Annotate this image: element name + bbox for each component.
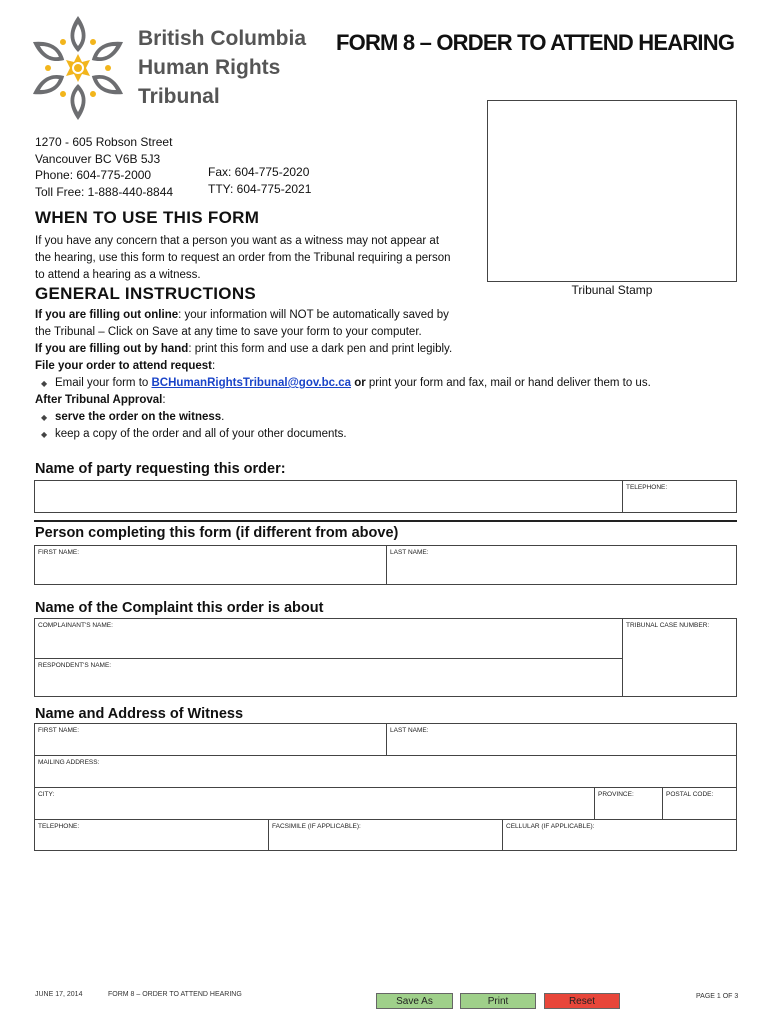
footer-date: JUNE 17, 2014 bbox=[35, 991, 83, 998]
witness-city-input[interactable] bbox=[35, 788, 595, 820]
witness-box bbox=[34, 723, 737, 851]
completer-last-label: LAST NAME: bbox=[390, 549, 429, 556]
online-bold: If you are filling out online bbox=[35, 309, 179, 321]
witness-last-name-input[interactable] bbox=[387, 724, 736, 756]
phone: Phone: 604-775-2000 bbox=[35, 168, 152, 182]
witness-cellular-input[interactable] bbox=[503, 820, 736, 850]
org-name-line2: Human Rights bbox=[138, 56, 281, 79]
footer-page-number: PAGE 1 OF 3 bbox=[696, 993, 739, 1000]
serve-dot: . bbox=[221, 411, 225, 423]
case-number-input[interactable] bbox=[623, 619, 736, 696]
when-text bbox=[35, 233, 451, 284]
bullet-icon: ◆ bbox=[41, 430, 48, 439]
address-line2: Vancouver BC V6B 5J3 bbox=[35, 151, 161, 166]
witness-province-label: PROVINCE: bbox=[598, 791, 634, 798]
tribunal-stamp-box bbox=[487, 100, 737, 282]
toll-free: Toll Free: 1-888-440-8844 bbox=[35, 184, 174, 199]
org-name-line3: Tribunal bbox=[138, 85, 220, 108]
fax: Fax: 604-775-2020 bbox=[208, 165, 310, 179]
when-line3: to attend a hearing as a witness. bbox=[35, 269, 201, 281]
when-line1: If you have any concern that a person you want as a witness may not appear at bbox=[35, 235, 440, 247]
completer-box bbox=[34, 545, 737, 585]
witness-city-label: CITY: bbox=[38, 791, 55, 798]
file-colon: : bbox=[212, 360, 216, 372]
completer-first-label: FIRST NAME: bbox=[38, 549, 80, 556]
email-pre: Email your form to bbox=[55, 377, 152, 389]
completer-first-name-input[interactable] bbox=[35, 546, 387, 584]
witness-postal-code-input[interactable] bbox=[663, 788, 736, 820]
online-text2: the Tribunal – Click on Save at any time to save your form to your computer. bbox=[35, 326, 422, 338]
footer-form-name: FORM 8 – ORDER TO ATTEND HEARING bbox=[108, 991, 242, 998]
keep-text: keep a copy of the order and all of your other documents. bbox=[55, 428, 347, 440]
after-bold: After Tribunal Approval bbox=[35, 394, 163, 406]
respondent-name-input[interactable] bbox=[35, 659, 623, 696]
reset-button[interactable]: Reset bbox=[544, 993, 620, 1009]
instructions-heading: GENERAL INSTRUCTIONS bbox=[35, 284, 257, 303]
tty: TTY: 604-775-2021 bbox=[208, 181, 312, 196]
online-text1: : your information will NOT be automatically saved by bbox=[178, 309, 449, 321]
complaint-box bbox=[34, 618, 737, 697]
after-colon: : bbox=[162, 394, 166, 406]
serve-text: serve the order on the witness bbox=[55, 411, 222, 423]
email-post: print your form and fax, mail or hand deliver them to us. bbox=[365, 377, 651, 389]
complainant-label: COMPLAINANT'S NAME: bbox=[38, 622, 113, 629]
instructions-text bbox=[35, 307, 651, 443]
when-line2: the hearing, use this form to request an order from the Tribunal requiring a person bbox=[35, 252, 451, 264]
save-as-button[interactable]: Save As bbox=[376, 993, 453, 1009]
logo-dot bbox=[59, 90, 67, 98]
party-section-title: Name of party requesting this order: bbox=[35, 461, 286, 477]
logo-dot bbox=[59, 38, 67, 46]
tribunal-logo bbox=[26, 8, 130, 120]
witness-facsimile-label: FACSIMILE (IF APPLICABLE): bbox=[272, 823, 361, 830]
contact-block-2 bbox=[208, 164, 311, 197]
witness-telephone-input[interactable] bbox=[35, 820, 269, 850]
hand-bold: If you are filling out by hand bbox=[35, 343, 189, 355]
org-name bbox=[138, 24, 306, 111]
witness-mailing-address-input[interactable] bbox=[35, 756, 736, 788]
respondent-label: RESPONDENT'S NAME: bbox=[38, 662, 112, 669]
party-telephone-label: TELEPHONE: bbox=[626, 484, 668, 491]
contact-block bbox=[35, 134, 173, 200]
tribunal-stamp-label: Tribunal Stamp bbox=[571, 283, 653, 297]
witness-section-title: Name and Address of Witness bbox=[35, 706, 244, 722]
section-divider bbox=[34, 520, 737, 522]
witness-first-name-input[interactable] bbox=[35, 724, 387, 756]
bullet-icon: ◆ bbox=[41, 413, 48, 422]
witness-cellular-label: CELLULAR (IF APPLICABLE): bbox=[506, 823, 595, 830]
address-line1: 1270 - 605 Robson Street bbox=[35, 135, 173, 149]
party-name-input[interactable] bbox=[35, 481, 623, 512]
when-heading: WHEN TO USE THIS FORM bbox=[35, 208, 260, 227]
witness-first-label: FIRST NAME: bbox=[38, 727, 80, 734]
email-link[interactable]: BCHumanRightsTribunal@gov.bc.ca bbox=[151, 377, 351, 389]
hand-text: : print this form and use a dark pen and print legibly. bbox=[188, 343, 453, 355]
print-button[interactable]: Print bbox=[460, 993, 536, 1009]
witness-facsimile-input[interactable] bbox=[269, 820, 503, 850]
party-box bbox=[34, 480, 737, 513]
form-title: FORM 8 – ORDER TO ATTEND HEARING bbox=[336, 30, 735, 55]
completer-section-title: Person completing this form (if different from above) bbox=[35, 525, 399, 541]
logo-dot bbox=[105, 65, 111, 71]
party-telephone-input[interactable] bbox=[623, 481, 736, 512]
logo-dot bbox=[89, 90, 97, 98]
bullet-icon: ◆ bbox=[41, 379, 48, 388]
witness-telephone-label: TELEPHONE: bbox=[38, 823, 80, 830]
witness-postal-label: POSTAL CODE: bbox=[666, 791, 714, 798]
complainant-name-input[interactable] bbox=[35, 619, 623, 659]
logo-dot bbox=[89, 38, 97, 46]
completer-last-name-input[interactable] bbox=[387, 546, 736, 584]
file-bold: File your order to attend request bbox=[35, 360, 212, 372]
flower-logo-icon bbox=[26, 8, 130, 120]
witness-mailing-label: MAILING ADDRESS: bbox=[38, 759, 100, 766]
email-or: or bbox=[351, 377, 366, 389]
org-name-line1: British Columbia bbox=[138, 27, 307, 50]
witness-province-input[interactable] bbox=[595, 788, 663, 820]
complaint-section-title: Name of the Complaint this order is about bbox=[35, 600, 324, 616]
logo-dot bbox=[45, 65, 51, 71]
witness-last-label: LAST NAME: bbox=[390, 727, 429, 734]
case-number-label: TRIBUNAL CASE NUMBER: bbox=[626, 622, 710, 629]
